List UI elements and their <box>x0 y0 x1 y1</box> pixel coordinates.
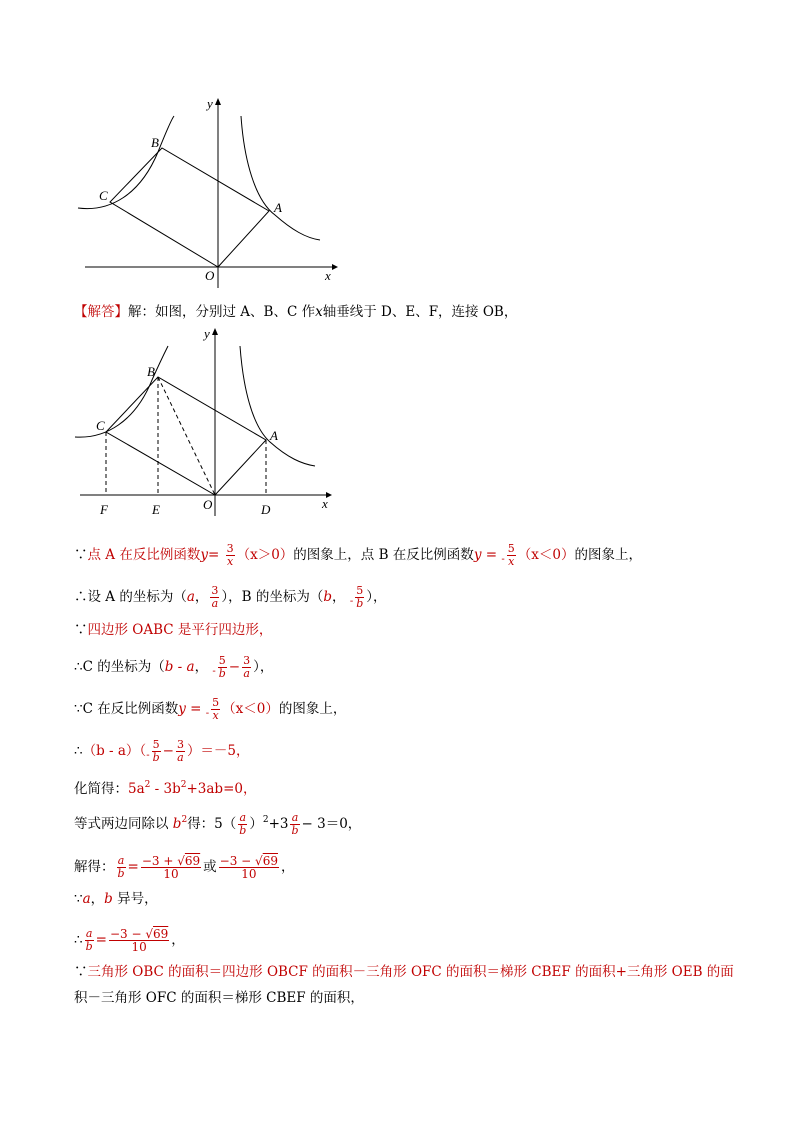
math-token: ， <box>194 659 209 675</box>
math-token: =0， <box>223 781 257 797</box>
math-token: = <box>95 932 107 948</box>
math-token: a <box>239 811 247 824</box>
math-token: b <box>172 816 182 832</box>
math-token: −3 + √69 <box>141 854 201 868</box>
step-1 <box>74 543 642 570</box>
math-token: 设 A 的坐标为（ <box>87 589 187 605</box>
math-token: ∴ <box>74 589 88 605</box>
math-token: 2 <box>180 780 187 790</box>
math-token: ）， <box>366 589 387 605</box>
math-token: 2 <box>144 780 151 790</box>
right-hyperbola <box>241 116 320 240</box>
math-token: 轴垂线于 D、E、F，连接 OB， <box>322 304 518 320</box>
math-token: ， <box>90 891 105 907</box>
math-token: 三角形 OBC 的面积＝四边形 OBCF 的面积－三角形 OFC 的面积＝梯形 CBEF 的面积+三角形 OEB 的面 <box>87 964 734 980</box>
math-token: - <box>146 750 150 761</box>
math-token: - 3b <box>150 781 181 797</box>
step-12 <box>74 962 734 982</box>
segment-ob <box>158 377 215 495</box>
label-c: C <box>96 418 105 433</box>
math-token: 或 <box>203 859 217 875</box>
step-7 <box>74 775 256 799</box>
math-token: ∵ <box>74 622 88 638</box>
math-token <box>226 543 235 568</box>
math-token: C 在反比例函数 <box>82 701 179 717</box>
label-o: O <box>203 497 213 512</box>
math-token <box>507 543 516 568</box>
math-token: （x＜0） <box>517 547 575 563</box>
solution-intro <box>74 302 517 322</box>
math-token: 3 <box>211 584 219 597</box>
math-token: 69 <box>184 854 201 868</box>
math-token: （x＞0） <box>236 547 294 563</box>
math-token: a <box>291 811 299 824</box>
math-token <box>290 812 299 837</box>
math-token: −3 − √69 <box>109 927 169 941</box>
math-token: x <box>212 709 219 722</box>
math-token: ∵ <box>74 547 88 563</box>
math-token: 的图象上， <box>574 547 642 563</box>
math-token <box>211 697 220 722</box>
math-token: ） <box>249 816 263 832</box>
step-5 <box>74 697 346 724</box>
math-token: 5 <box>356 584 364 597</box>
math-token: 3 <box>243 654 251 667</box>
math-token: 等式两边同除以 <box>74 816 169 832</box>
math-token: 点 A 在反比例函数 <box>87 547 201 563</box>
math-token: 解得： <box>74 859 115 875</box>
math-token: −3 − <box>109 927 146 941</box>
math-token: ， <box>194 589 209 605</box>
math-token: ）＝－5， <box>186 743 250 759</box>
left-hyperbola <box>75 346 168 437</box>
math-token <box>152 739 161 764</box>
math-token: y <box>178 701 186 717</box>
math-token: （x＜0） <box>222 701 279 717</box>
math-token: ∴ <box>74 932 83 948</box>
math-token: y <box>473 547 482 563</box>
math-token: a <box>85 927 93 940</box>
math-token: 10 <box>163 867 179 881</box>
left-hyperbola <box>78 116 174 209</box>
math-token: a <box>186 589 195 605</box>
math-token <box>210 585 219 610</box>
y-axis-arrow-icon <box>215 98 221 105</box>
math-token: 5 <box>507 542 515 555</box>
math-token: ∵ <box>74 964 88 980</box>
math-token: a <box>211 597 219 610</box>
label-b: B <box>151 135 159 150</box>
step-4 <box>74 655 273 682</box>
math-token: 69 <box>262 854 278 868</box>
math-token: 解：如图，分别过 A、B、C 作 <box>128 304 316 320</box>
math-token: b <box>239 824 247 837</box>
math-token: （b - a）（ <box>82 743 147 759</box>
math-token: = <box>485 547 498 563</box>
math-token: x <box>315 304 323 320</box>
math-token: b <box>291 824 299 837</box>
figure-2 <box>70 322 350 522</box>
math-token: a <box>177 751 184 764</box>
parallelogram-oabc <box>110 148 269 267</box>
label-o: O <box>205 268 215 283</box>
math-token: a <box>82 891 91 907</box>
math-token: 10 <box>131 940 147 954</box>
math-token: +3 <box>268 816 289 832</box>
math-token: ∵ <box>74 891 83 907</box>
math-token: 5 <box>152 738 160 751</box>
right-hyperbola <box>240 346 315 466</box>
label-d: D <box>261 502 271 517</box>
math-token: - <box>349 596 354 607</box>
math-token: 3 <box>176 738 184 751</box>
math-token: ， <box>280 859 295 875</box>
step-9 <box>74 855 294 880</box>
math-token: y <box>200 547 208 563</box>
math-token: b <box>85 940 93 953</box>
math-token: = <box>207 547 220 563</box>
math-token: 四边形 OABC 是平行四边形， <box>87 622 273 638</box>
math-token: b <box>323 589 333 605</box>
math-token <box>219 855 279 880</box>
math-token: - <box>212 666 216 677</box>
math-token: − 3＝0， <box>301 816 362 832</box>
math-token: a <box>117 854 125 867</box>
math-token <box>85 928 94 953</box>
math-token: ， <box>171 932 185 948</box>
math-token: 3 <box>226 542 234 555</box>
step-6 <box>74 739 250 766</box>
math-token: 2 <box>262 815 269 825</box>
math-token <box>109 928 169 953</box>
math-token <box>141 855 201 880</box>
math-token: x <box>226 555 234 568</box>
math-token: 5a <box>128 781 145 797</box>
math-token: 异号， <box>117 891 158 907</box>
math-token: 2 <box>181 815 188 825</box>
math-token: C 的坐标为（ <box>82 659 165 675</box>
x-axis-arrow-icon <box>332 264 338 270</box>
step-10 <box>74 889 158 909</box>
step-3 <box>74 620 272 640</box>
y-axis-arrow-icon <box>212 328 218 335</box>
math-token: a <box>243 667 250 680</box>
math-token <box>117 855 126 880</box>
step-13 <box>74 988 364 1008</box>
math-token <box>176 739 185 764</box>
math-token: 积－三角形 OFC 的面积＝梯形 CBEF 的面积， <box>74 990 364 1006</box>
math-token: 的图象上，点 B 在反比例函数 <box>293 547 474 563</box>
label-x: x <box>322 496 328 511</box>
math-token: b <box>356 597 364 610</box>
math-token: 得：5（ <box>187 816 237 832</box>
math-token: - <box>205 708 210 719</box>
step-8 <box>74 810 361 837</box>
label-c: C <box>99 188 108 203</box>
label-x: x <box>325 268 331 283</box>
answer-tag: 【解答】 <box>74 304 128 320</box>
label-a: A <box>274 200 282 215</box>
math-token: −3 + <box>141 854 178 868</box>
label-y: y <box>204 326 210 341</box>
math-token: = <box>127 859 139 875</box>
math-token: b <box>218 667 226 680</box>
math-token: −3 − <box>219 854 256 868</box>
math-token: 5 <box>218 654 226 667</box>
math-token: x <box>508 555 515 568</box>
math-token: 的图象上， <box>278 701 347 717</box>
label-e: E <box>152 502 160 517</box>
math-token <box>355 585 364 610</box>
math-token: ∴ <box>74 743 83 759</box>
math-token: = <box>190 701 202 717</box>
math-token: − <box>162 743 174 759</box>
math-token: ）， <box>253 659 274 675</box>
math-token <box>238 812 247 837</box>
math-token: 5 <box>212 696 220 709</box>
math-token: ∵ <box>74 701 83 717</box>
label-b: B <box>147 364 155 379</box>
math-token: ∴ <box>74 659 83 675</box>
math-token: ， <box>332 589 346 605</box>
label-f: F <box>100 502 108 517</box>
math-token: 10 <box>241 867 257 881</box>
math-token: ），B 的坐标为（ <box>221 589 324 605</box>
math-token <box>218 655 227 680</box>
math-token: 化简得： <box>74 781 128 797</box>
label-a: A <box>270 428 278 443</box>
math-token: +3ab <box>186 781 224 797</box>
math-token: b <box>104 891 113 907</box>
math-token: − <box>228 659 241 675</box>
step-11 <box>74 928 185 953</box>
label-y: y <box>207 96 213 111</box>
math-token: −3 − √69 <box>219 854 278 868</box>
math-token: b <box>152 751 160 764</box>
figure-1 <box>70 90 350 290</box>
math-token <box>242 655 251 680</box>
math-token: b <box>117 867 125 880</box>
math-token: 69 <box>152 927 169 941</box>
step-2 <box>74 585 387 612</box>
math-token: - <box>501 554 505 565</box>
math-token: b - a <box>164 659 195 675</box>
